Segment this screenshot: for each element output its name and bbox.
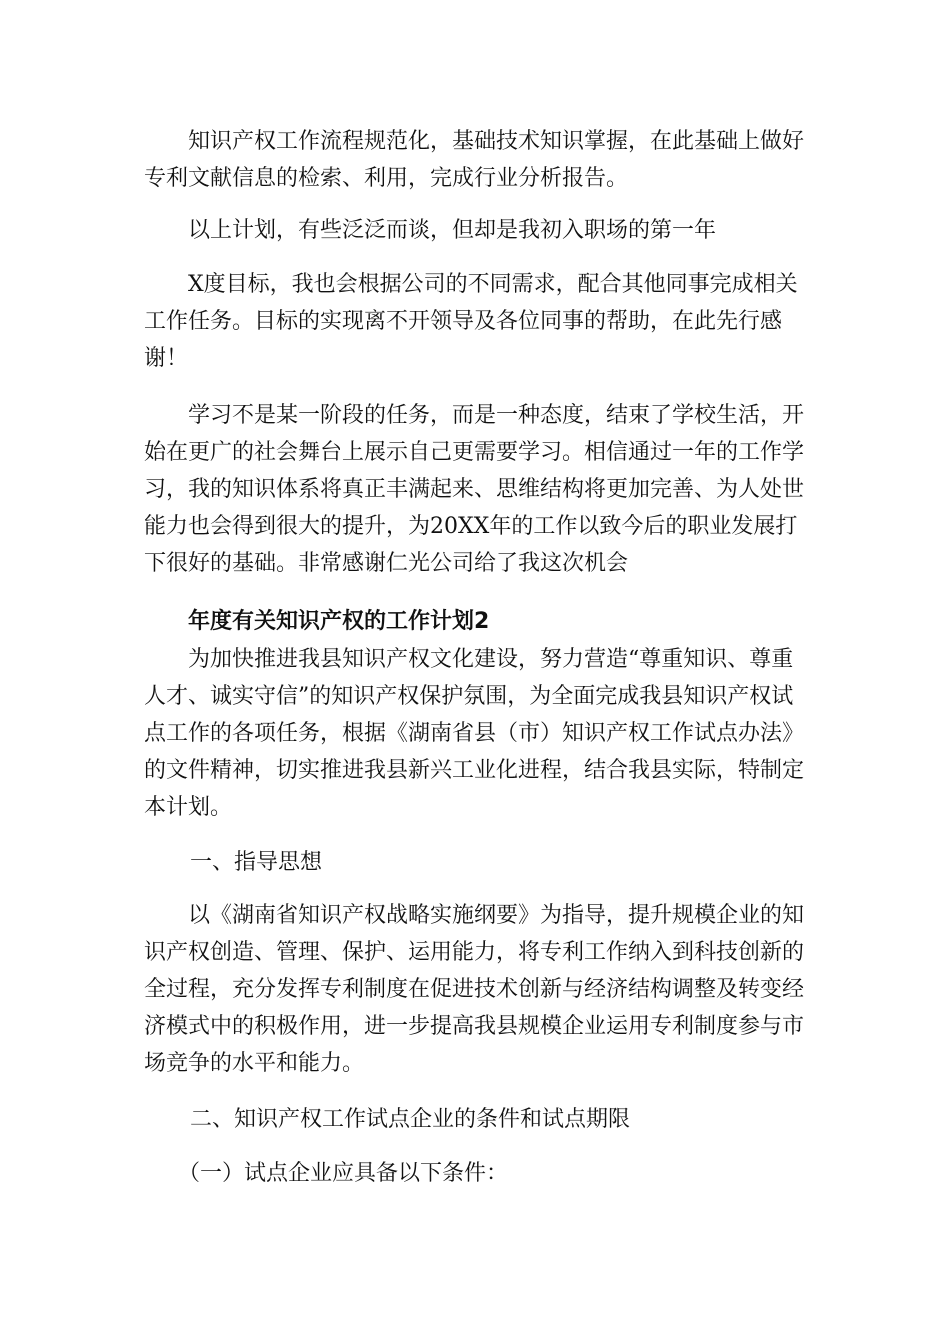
subsection-title: （一）试点企业应具备以下条件： — [178, 1161, 509, 1186]
section-2-title: 二、知识产权工作试点企业的条件和试点期限 — [190, 1107, 631, 1132]
section-heading: 年度有关知识产权的工作计划2 — [188, 609, 490, 634]
section-1-title: 一、指导思想 — [190, 850, 323, 875]
section-1-body: 以《湖南省知识产权战略实施纲要》为指导，提升规模企业的知识产权创造、管理、保护、运用能力，将专利工作纳入到科技创新的全过程，充分发挥专利制度在促进技术创新与经济结构调整及转变经济模式中的积极作用，进一步提高我县规模企业运用专利制度参与市场竞争的水平和能力。 — [144, 903, 805, 1076]
paragraph-plan-summary: 以上计划，有些泛泛而谈，但却是我初入职场的第一年 — [188, 218, 717, 243]
paragraph-learning: 学习不是某一阶段的任务，而是一种态度，结束了学校生活，开始在更广的社会舞台上展示自己更需要学习。相信通过一年的工作学习，我的知识体系将真正丰满起来、思维结构将更加完善、为人处世能力也会得到很大的提升，为20XX年的工作以致今后的职业发展打下很好的基础。非常感谢仁光公司给了我这次机会 — [144, 403, 805, 576]
paragraph-workflow: 知识产权工作流程规范化，基础技术知识掌握，在此基础上做好专利文献信息的检索、利用，完成行业分析报告。 — [144, 129, 805, 191]
paragraph-intro: 为加快推进我县知识产权文化建设，努力营造“尊重知识、尊重人才、诚实守信”的知识产权保护氛围，为全面完成我县知识产权试点工作的各项任务，根据《湖南省县（市）知识产权工作试点办法》的文件精神，切实推进我县新兴工业化进程，结合我县实际，特制定本计划。 — [144, 647, 805, 820]
paragraph-annual-goal: X度目标，我也会根据公司的不同需求，配合其他同事完成相关工作任务。目标的实现离不开领导及各位同事的帮助，在此先行感谢！ — [144, 272, 798, 371]
